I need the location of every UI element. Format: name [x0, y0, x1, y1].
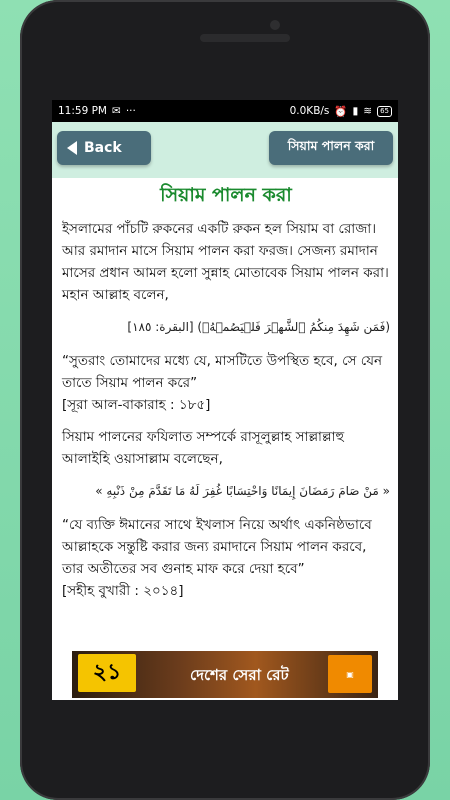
battery-icon: 65 — [377, 106, 392, 117]
status-left — [58, 105, 136, 117]
camera-dot — [270, 20, 280, 30]
speaker-grille — [200, 34, 290, 42]
title-button[interactable] — [269, 131, 393, 165]
verse-reference: [সূরা আল-বাকারাহ : ১৮৫] — [62, 397, 211, 413]
hadith-reference: [সহীহ বুখারী : ২০১৪] — [62, 583, 184, 599]
alarm-icon: ⏰ — [334, 105, 348, 118]
ad-number-badge: ২১ — [78, 654, 136, 692]
ad-logo-icon: ▣ — [328, 655, 372, 693]
paragraph-intro: ইসলামের পাঁচটি রুকনের একটি রুকন হল সিয়াম বা রোজা। আর রমাদান মাসে সিয়াম পালন করা ফরজ। সেজন্য রমাদান মাসের প্রধান আমল হলো সুন্নাহ মোতাবেক সিয়াম পালন করা। মহান আল্লাহ বলেন, — [62, 221, 389, 303]
hadith-translation: “যে ব্যক্তি ঈমানের সাথে ইখলাস নিয়ে অর্থাৎ একনিষ্ঠভাবে আল্লাহকে সন্তুষ্টি করার জন্য রমাদানে সিয়াম পালন করবে, তার অতীতের সব গুনাহ মাফ করে দেয়া হবে” — [62, 517, 372, 577]
phone-bottom-bezel — [52, 700, 398, 740]
ad-banner[interactable] — [72, 651, 378, 698]
ad-text: দেশের সেরা রেট — [190, 666, 289, 684]
article-heading: সিয়াম পালন করা — [160, 184, 292, 206]
title-label: সিয়াম পালন করা — [287, 138, 375, 153]
more-icon: ··· — [125, 105, 136, 117]
back-arrow-icon — [67, 141, 77, 155]
status-bar — [52, 100, 398, 122]
signal-icon: ▮ — [352, 105, 359, 117]
paragraph-hadith-intro: সিয়াম পালনের ফযিলাত সম্পর্কে রাসূলুল্লাহ সাল্লাল্লাহু আলাইহি ওয়াসাল্লাম বলেছেন, — [62, 429, 345, 467]
arabic-verse: (فَمَن شَهِدَ مِنكُمُ ٱلشَّهۡرَ فَلۡيَصُمۡهُۖ) [البقرة: ١٨٥] — [127, 320, 390, 334]
status-right — [290, 105, 392, 118]
status-time: 11:59 PM — [58, 105, 107, 117]
back-label: Back — [84, 140, 122, 156]
wifi-icon: ≋ — [363, 105, 373, 117]
back-button[interactable] — [57, 131, 151, 165]
article-content — [52, 178, 398, 648]
app-toolbar — [52, 122, 398, 178]
notification-icon: ✉ — [112, 105, 121, 117]
arabic-hadith: « مَنْ صَامَ رَمَضَانَ إِيمَانًا وَاحْتِسَابًا غُفِرَ لَهُ مَا تَقَدَّمَ مِنْ ذَنْبِهِ » — [95, 484, 390, 498]
verse-translation: “সুতরাং তোমাদের মধ্যে যে, মাসটিতে উপস্থিত হবে, সে যেন তাতে সিয়াম পালন করে” — [62, 353, 383, 391]
network-speed: 0.0KB/s — [289, 105, 330, 117]
app-screen — [52, 100, 398, 700]
